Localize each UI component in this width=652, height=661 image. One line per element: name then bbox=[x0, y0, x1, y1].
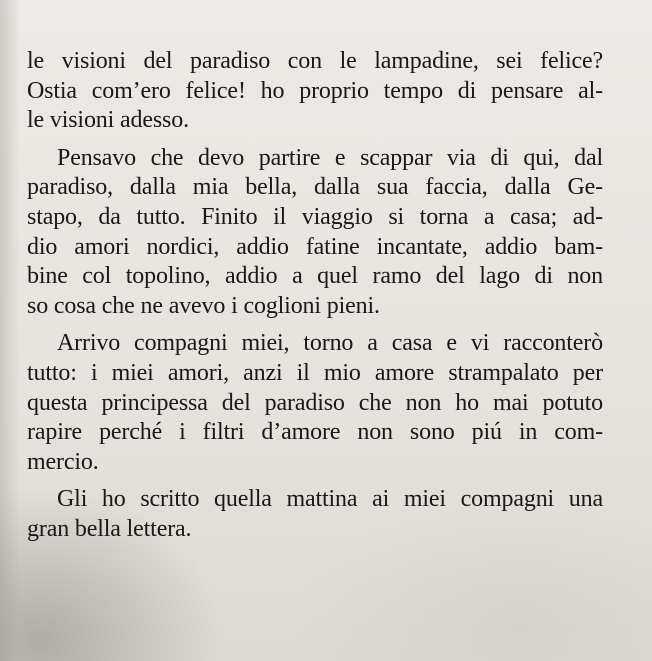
page-edge-shadow bbox=[0, 0, 20, 661]
text-line: tutto: i miei amori, anzi il mio amore strampalato per bbox=[27, 359, 603, 386]
paragraph-3 bbox=[27, 329, 603, 477]
paragraph-2 bbox=[27, 144, 603, 322]
text-line: dio amori nordici, addio fatine incantate, addio bam- bbox=[27, 233, 603, 260]
book-page-text bbox=[27, 47, 603, 545]
text-line: mercio. bbox=[27, 448, 99, 475]
text-line: le visioni del paradiso con le lampadine, sei felice? bbox=[27, 48, 603, 74]
text-line: Gli ho scritto quella mattina ai miei compagni una bbox=[57, 486, 603, 513]
text-line: gran bella lettera. bbox=[27, 515, 192, 542]
text-line: Arrivo compagni miei, torno a casa e vi racconterò bbox=[57, 330, 603, 357]
text-line: stapo, da tutto. Finito il viaggio si torna a casa; ad- bbox=[27, 203, 603, 230]
text-line: Pensavo che devo partire e scappar via di qui, dal bbox=[57, 144, 603, 171]
paragraph-1 bbox=[27, 47, 603, 136]
text-line: so cosa che ne avevo i coglioni pieni. bbox=[27, 292, 380, 319]
text-line: questa principessa del paradiso che non ho mai potuto bbox=[27, 389, 603, 416]
text-line: bine col topolino, addio a quel ramo del lago di non bbox=[27, 263, 603, 290]
text-line: Ostia com’ero felice! ho proprio tempo di pensare al- bbox=[27, 77, 603, 104]
text-line: rapire perché i filtri d’amore non sono piú in com- bbox=[27, 419, 603, 446]
paragraph-4 bbox=[27, 485, 603, 544]
text-line: paradiso, dalla mia bella, dalla sua faccia, dalla Ge- bbox=[27, 174, 603, 201]
text-line: le visioni adesso. bbox=[27, 107, 189, 134]
